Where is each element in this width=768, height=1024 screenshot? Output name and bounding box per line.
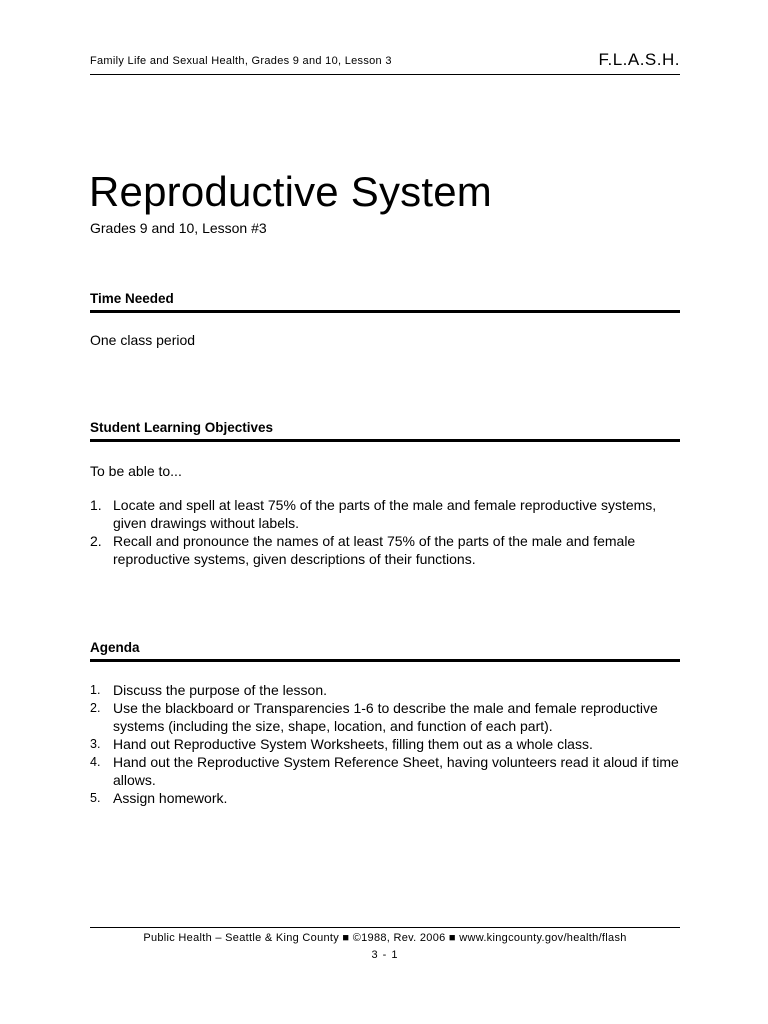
brand-header-text: F.L.A.S.H. (598, 50, 680, 69)
list-item-text: Recall and pronounce the names of at least 75% of the parts of the male and female reproductive systems, given descriptions of their functions. (113, 533, 636, 567)
list-item (90, 681, 688, 699)
agenda-heading: Agenda (90, 640, 680, 662)
list-item-number: 4. (90, 755, 101, 769)
time-needed-text: One class period (90, 332, 196, 348)
agenda-list (90, 681, 688, 807)
list-item (90, 735, 688, 753)
page-header (90, 50, 680, 75)
footer-text: Public Health – Seattle & King County ■ ©1988, Rev. 2006 ■ www.kingcounty.gov/health/flash (143, 932, 627, 944)
page-title: Reproductive System (89, 168, 492, 215)
list-item-text: Locate and spell at least 75% of the parts of the male and female reproductive systems, given drawings without labels. (113, 497, 657, 531)
list-item (90, 699, 688, 735)
list-item-text: Discuss the purpose of the lesson. (113, 682, 328, 698)
course-header-text: Family Life and Sexual Health, Grades 9 and 10, Lesson 3 (90, 55, 392, 67)
list-item-number: 3. (90, 737, 101, 751)
page-subtitle: Grades 9 and 10, Lesson #3 (90, 220, 267, 236)
list-item-number: 1. (90, 683, 101, 697)
objectives-intro: To be able to... (90, 463, 182, 479)
list-item-number: 5. (90, 791, 101, 805)
page-footer (90, 927, 680, 962)
list-item (90, 789, 688, 807)
objectives-list (90, 496, 688, 568)
list-item (90, 532, 688, 568)
list-item-text: Assign homework. (113, 790, 228, 806)
list-item-text: Hand out the Reproductive System Reference Sheet, having volunteers read it aloud if time allows. (113, 754, 679, 788)
list-item (90, 753, 688, 789)
list-item-number: 1. (90, 497, 102, 513)
list-item-text: Use the blackboard or Transparencies 1-6 to describe the male and female reproductive systems (including the size, shape, location, and function of each part). (113, 700, 658, 734)
list-item-number: 2. (90, 533, 102, 549)
list-item-text: Hand out Reproductive System Worksheets, filling them out as a whole class. (113, 736, 593, 752)
time-needed-heading: Time Needed (90, 291, 680, 313)
objectives-heading: Student Learning Objectives (90, 420, 680, 442)
list-item-number: 2. (90, 701, 101, 715)
list-item (90, 496, 688, 532)
page-number: 3 - 1 (371, 949, 399, 961)
